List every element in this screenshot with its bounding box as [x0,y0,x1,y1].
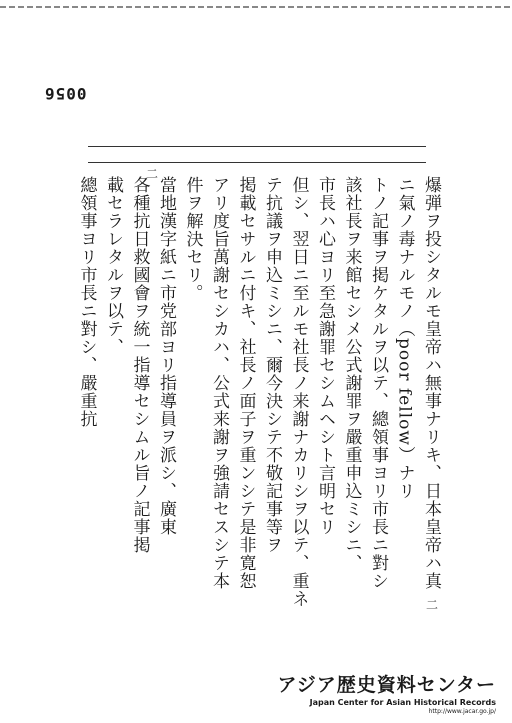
text-line: 總領事ヨリ市長ニ對シ、嚴重抗 [76,176,97,428]
text-line: トノ記事ヲ掲ケタルヲ以テ、總領事ヨリ市長ニ對シ [368,176,388,590]
text-line: 但シ、翌日ニ至ルモ社長ノ来謝ナカリシヲ以テ、重ネ [288,176,309,608]
text-line: 爆弾ヲ投シタルモ皇帝ハ無事ナリキ、日本皇帝ハ真 [421,176,441,590]
handwritten-text-block [76,176,444,644]
text-line: 市長ハ心ヨリ至急謝罪セシムヘシト言明セリ [315,176,335,536]
text-line: テ抗議ヲ申込ミシニ、爾今決シテ不敬記事等ヲ [262,176,282,554]
jacar-logo-text: アジア歴史資料センター [277,674,496,696]
section-mark-top: 二 [146,167,159,181]
text-line: 掲載セサルニ付キ、社長ノ面子ヲ重ンシテ是非寛恕 [235,176,256,590]
text-line: 該社長ヲ来館セシメ公式謝罪ヲ嚴重申込ミシニ、 [341,176,362,572]
jacar-url: http://www.jacar.go.jp/ [428,708,496,715]
section-mark-right: 二 [426,598,439,612]
jacar-footer [278,670,496,715]
folio-number: 0056 [44,84,87,103]
text-line: 載セラレタルヲ以テ、 [103,176,123,356]
header-rule-bottom [88,162,426,163]
text-line: ニ氣ノ毒ナルモノ（poor fellow）ナリ [394,176,415,500]
page-top-edge [0,6,512,8]
text-line: 當地漢字紙ニ市党部ヨリ指導員ヲ派シ、廣東 [156,176,176,536]
jacar-subtitle: Japan Center for Asian Historical Records [309,698,496,707]
text-line: 各種抗日救國會ヲ統一指導セシムル旨ノ記事掲 [129,176,150,554]
text-line: 件ヲ解決セリ。 [182,176,203,302]
text-line: アリ度旨萬謝セシカハ、公式来謝ヲ強請セスシテ本 [209,176,229,590]
header-rule-top [88,146,426,147]
